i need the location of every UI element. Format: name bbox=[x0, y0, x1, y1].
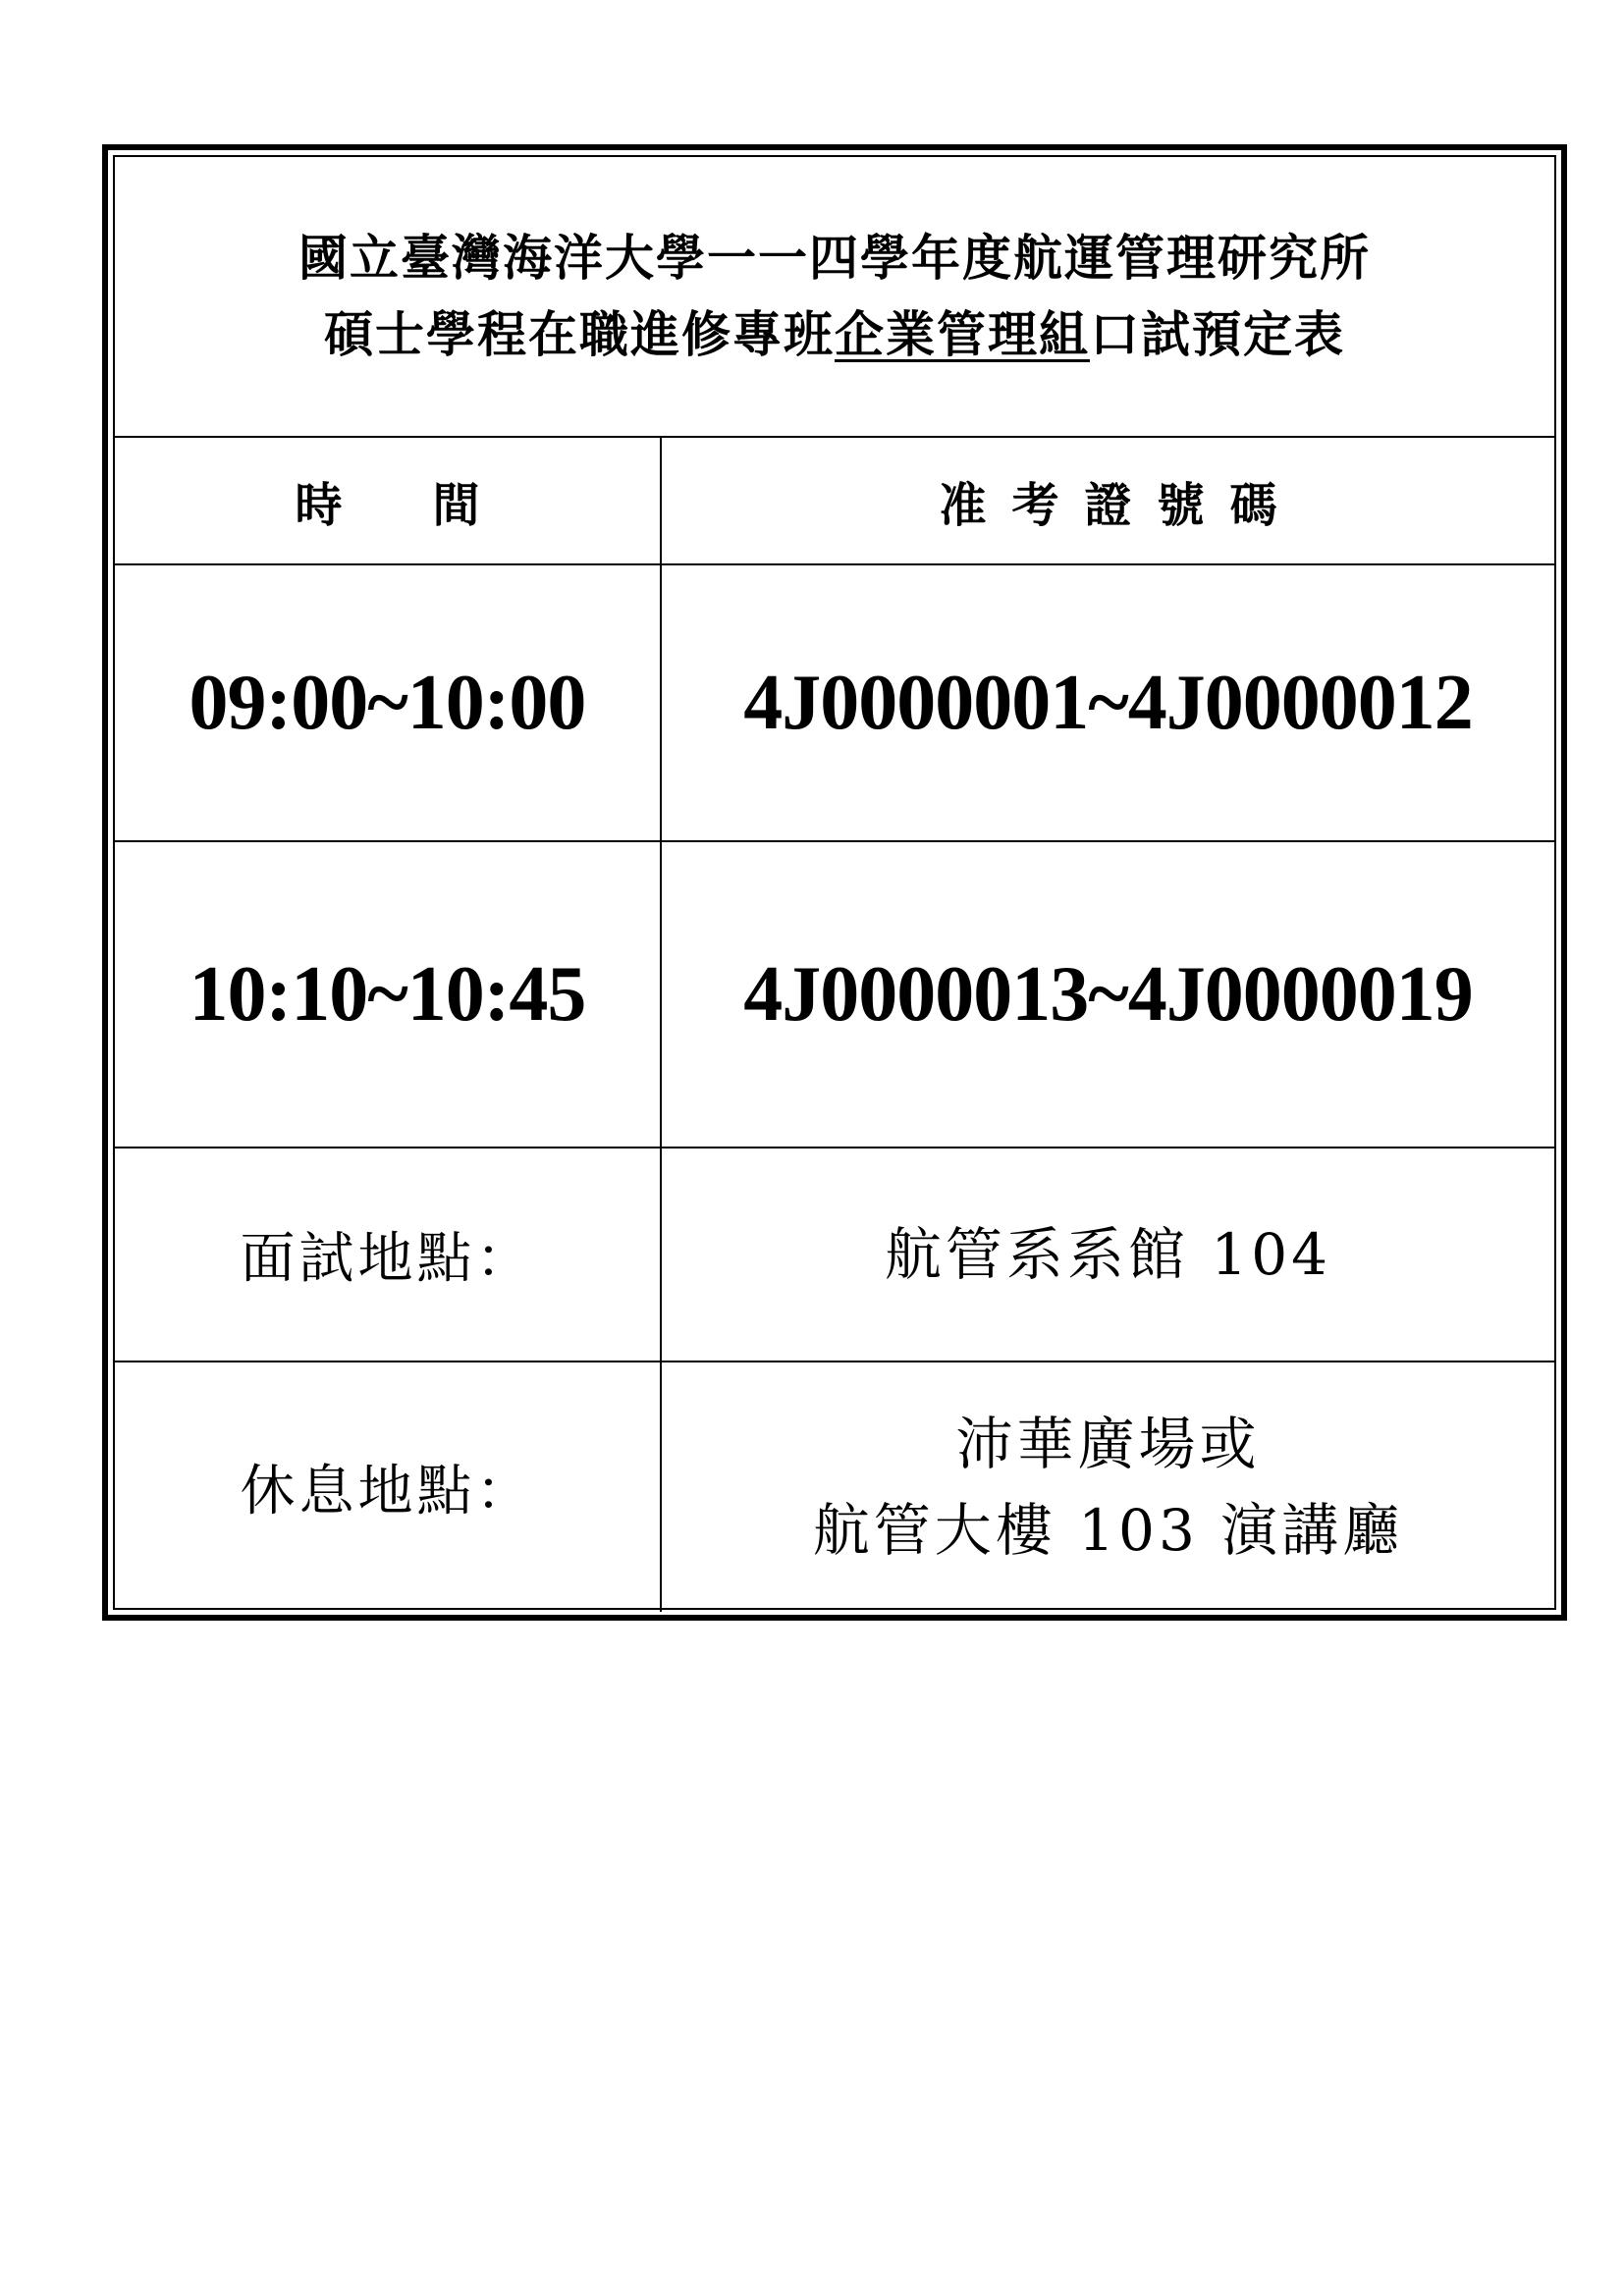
rest-location-value-cell bbox=[661, 1362, 1554, 1612]
rest-location-label-cell bbox=[115, 1362, 661, 1612]
schedule-frame bbox=[102, 144, 1567, 1621]
interview-location-row bbox=[115, 1148, 1554, 1362]
interview-location-label-cell bbox=[115, 1148, 661, 1362]
rest-location-value-line-2: 航管大樓 103 演講廳 bbox=[812, 1497, 1404, 1564]
rest-location-row bbox=[115, 1362, 1554, 1612]
interview-location-value-cell bbox=[661, 1148, 1554, 1362]
slot-time-cell bbox=[115, 564, 661, 841]
title-line-1: 國立臺灣海洋大學一一四學年度航運管理研究所 bbox=[298, 229, 1371, 287]
interview-location-value: 航管系系館 104 bbox=[884, 1221, 1332, 1288]
oral-exam-schedule-table bbox=[115, 157, 1554, 1612]
slot-time-cell bbox=[115, 841, 661, 1148]
title-line-2 bbox=[115, 296, 1554, 373]
slot-ids-cell bbox=[661, 564, 1554, 841]
title-cell bbox=[115, 157, 1554, 437]
header-row bbox=[115, 437, 1554, 564]
title-row bbox=[115, 157, 1554, 437]
table-row bbox=[115, 564, 1554, 841]
slot-ids-cell bbox=[661, 841, 1554, 1148]
title-line-2-group: 企業管理組 bbox=[835, 305, 1090, 363]
schedule-inner-frame bbox=[113, 155, 1556, 1610]
slot-exam-ids: 4J0000001~4J0000012 bbox=[743, 659, 1473, 746]
rest-location-label: 休息地點： bbox=[240, 1460, 535, 1523]
rest-location-value-line-1: 沛華廣場或 bbox=[955, 1411, 1261, 1477]
slot-time: 10:10~10:45 bbox=[189, 950, 586, 1038]
slot-exam-ids: 4J0000013~4J0000019 bbox=[743, 950, 1473, 1038]
header-time: 時間 bbox=[115, 437, 661, 564]
header-exam-id: 准考證號碼 bbox=[661, 437, 1554, 564]
title-line-2-prefix: 碩士學程在職進修專班 bbox=[324, 305, 835, 363]
interview-location-label: 面試地點： bbox=[240, 1227, 535, 1291]
title-line-2-suffix: 口試預定表 bbox=[1090, 305, 1345, 363]
table-row bbox=[115, 841, 1554, 1148]
slot-time: 09:00~10:00 bbox=[189, 659, 586, 746]
